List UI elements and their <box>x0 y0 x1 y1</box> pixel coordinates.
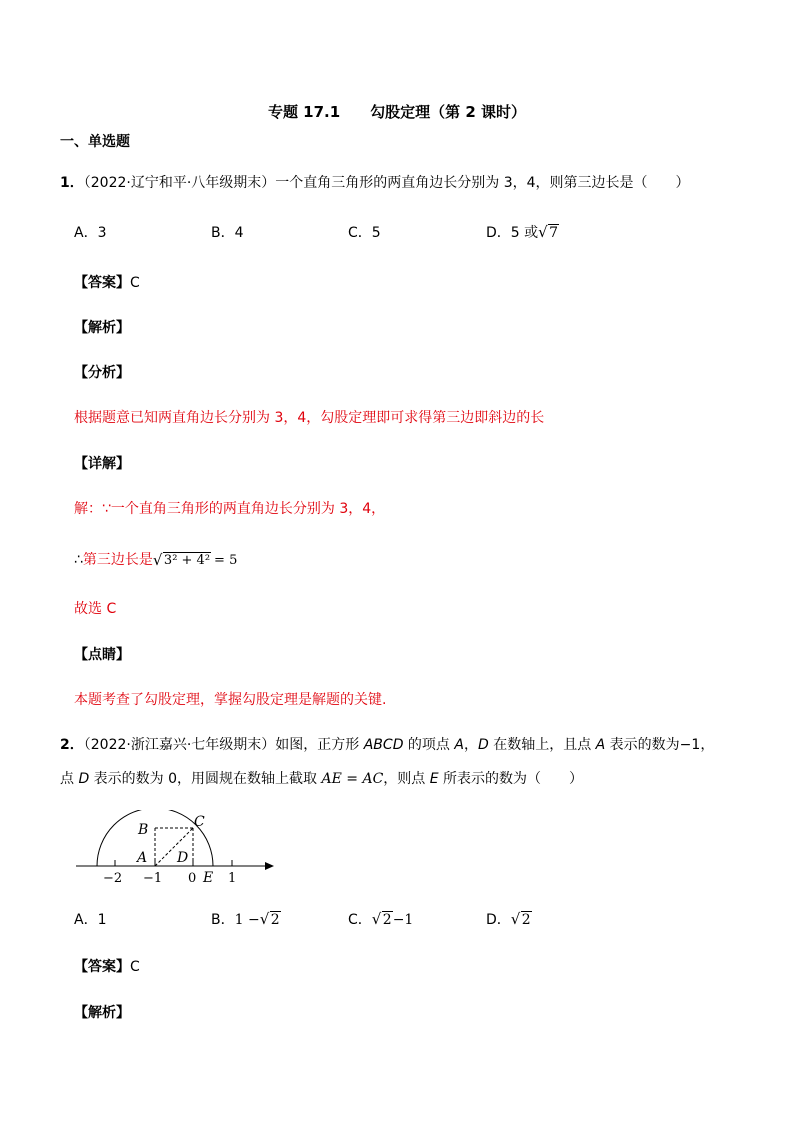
q1-analysis-tag: 【解析】 <box>74 320 130 336</box>
tick-label-minus2: −2 <box>103 871 123 886</box>
label-a: A <box>137 850 148 866</box>
sqrt-radicand: 3² + 4² <box>163 553 211 568</box>
q2-option-d <box>486 909 532 929</box>
q1-detail-line2 <box>74 549 237 569</box>
question-text: （2022·辽宁和平·八年级期末）一个直角三角形的两直角边长分别为 3，4，则第三边长是（ ） <box>83 175 690 191</box>
text: 表示的数为−1， <box>605 737 715 753</box>
sqrt-radicand: 2 <box>270 912 280 928</box>
page-title <box>0 101 794 122</box>
q1-detail-tag: 【详解】 <box>74 456 130 472</box>
q1-option-a: A．3 <box>74 225 107 241</box>
var-d: D <box>78 771 90 787</box>
question-1-stem <box>60 172 690 192</box>
q2-option-b <box>211 909 281 929</box>
q1-choose: 故选 C <box>74 601 117 617</box>
q1-comment-text: 本题考查了勾股定理，掌握勾股定理是解题的关键. <box>74 692 387 708</box>
q2-analysis-tag: 【解析】 <box>74 1005 130 1021</box>
label-b: B <box>138 822 149 838</box>
label-c: C <box>194 814 205 830</box>
text: 所表示的数为（ ） <box>438 771 584 787</box>
therefore-symbol: ∴ <box>74 552 83 568</box>
text: 的项点 <box>403 737 455 753</box>
q1-option-b: B．4 <box>211 225 244 241</box>
q2-option-c <box>348 909 413 929</box>
option-label: C． <box>348 912 372 928</box>
label-e: E <box>203 870 214 886</box>
var-a: A <box>595 737 606 753</box>
var-d: D <box>477 737 489 753</box>
question-2-line2 <box>60 768 583 788</box>
section-heading: 一、单选题 <box>60 134 130 150</box>
q1-option-c: C．5 <box>348 225 381 241</box>
detail-text: 第三边长是 <box>82 552 153 568</box>
question-2-line1 <box>60 734 714 754</box>
q1-answer-label: 【答案】C <box>74 272 140 292</box>
question-number: 1． <box>60 175 84 191</box>
question-number: 2． <box>60 737 84 753</box>
q1-detail-line1: 解：∵一个直角三角形的两直角边长分别为 3，4， <box>74 501 386 517</box>
result: = 5 <box>214 553 238 568</box>
q1-fenxi-tag: 【分析】 <box>74 365 130 381</box>
q2-answer: 【答案】C <box>74 959 140 975</box>
tick-label-minus1: −1 <box>143 871 163 886</box>
title-topic: 专题 17.1 <box>267 103 341 121</box>
text: 点 <box>60 771 79 787</box>
q1-comment-tag: 【点睛】 <box>74 647 130 663</box>
option-label: B． <box>211 912 235 928</box>
sqrt-symbol: √ 2 <box>371 910 392 928</box>
text: 表示的数为 0，用圆规在数轴上截取 <box>89 771 322 787</box>
q2-option-a: A．1 <box>74 912 107 928</box>
sqrt-radicand: 2 <box>382 912 392 928</box>
text: 在数轴上，且点 <box>488 737 596 753</box>
var-abcd: ABCD <box>363 737 404 753</box>
label-d: D <box>177 850 189 866</box>
sqrt-symbol: √ 2 <box>510 910 531 928</box>
sqrt-radicand: 2 <box>521 912 531 928</box>
title-lesson: 勾股定理（第 2 课时） <box>370 103 527 121</box>
q1-fenxi-text: 根据题意已知两直角边长分别为 3，4，勾股定理即可求得第三边即斜边的长 <box>74 410 545 426</box>
text: （2022·浙江嘉兴·七年级期末）如图，正方形 <box>83 737 364 753</box>
option-label: D． <box>486 912 511 928</box>
var-e: E <box>429 771 439 787</box>
equation: AE = AC <box>321 771 384 787</box>
option-d-text: D．5 或 <box>486 225 539 241</box>
sqrt-symbol: √ 2 <box>259 910 280 928</box>
tick-label-0: 0 <box>188 871 197 886</box>
var-a: A <box>454 737 464 753</box>
expr: −1 <box>392 912 414 928</box>
arrow-head <box>265 862 274 870</box>
text: ，则点 <box>383 771 430 787</box>
sqrt-radicand: 7 <box>549 225 559 241</box>
q1-option-d <box>486 222 559 242</box>
tick-label-1: 1 <box>228 871 237 886</box>
sqrt-symbol: √ 7 <box>538 223 559 241</box>
number-line-figure <box>70 810 290 890</box>
sqrt-expression: √ 3² + 4² <box>152 551 211 569</box>
expr: 1 − <box>234 912 260 928</box>
text: ， <box>463 737 478 753</box>
